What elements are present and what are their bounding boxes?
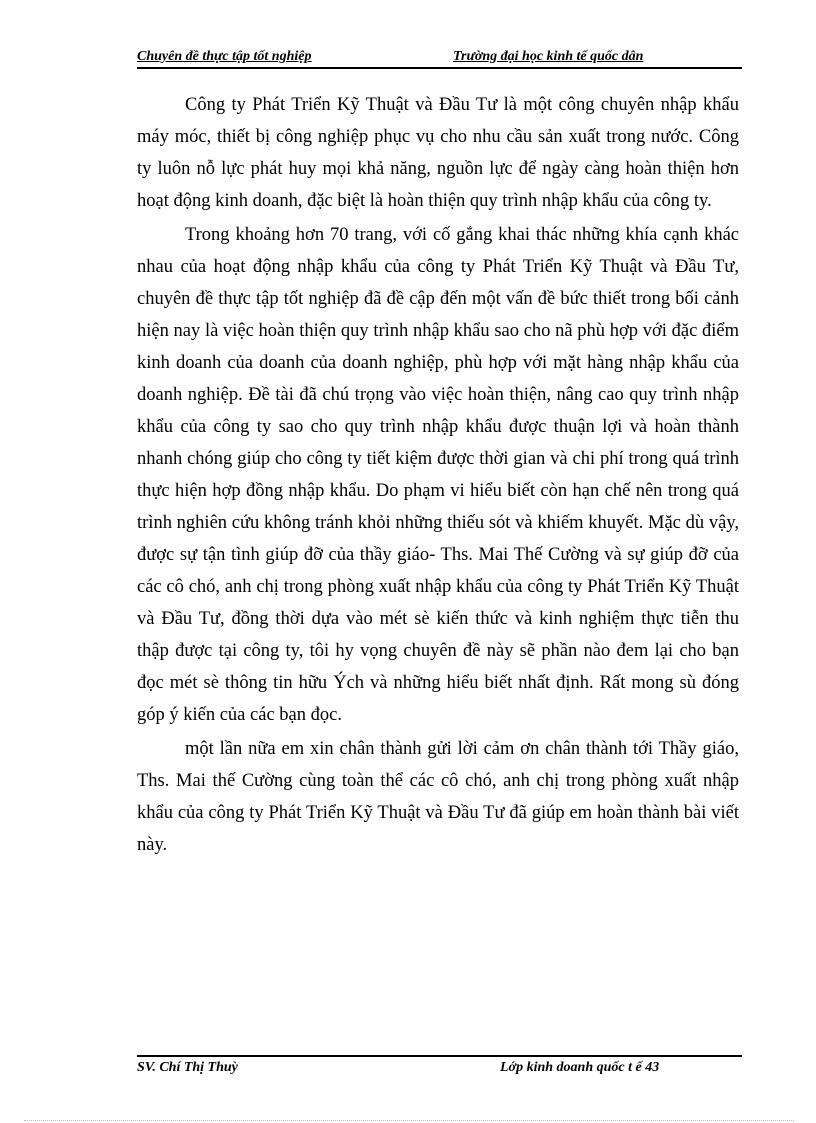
paragraph-1: Công ty Phát Triển Kỹ Thuật và Đầu Tư là một công chuyên nhập khẩu máy móc, thiết bị công nghiệp phục vụ cho nhu cầu sản xuất trong nước. Công ty luôn nỗ lực phát huy mọi khả năng, nguồn lực để ngày càng hoàn thiện hơn hoạt động kinh doanh, đặc biệt là hoàn thiện quy trình nhập khẩu của công ty. xyxy=(137,95,739,211)
header-document-type: Chuyên đề thực tập tốt nghiệp xyxy=(137,49,312,64)
footer-class-name: Lớp kinh doanh quốc t ế 43 xyxy=(500,1060,660,1075)
footer-student-name: SV. Chí Thị Thuỳ xyxy=(137,1060,238,1075)
paragraph-2: Trong khoảng hơn 70 trang, với cố gắng khai thác những khía cạnh khác nhau của hoạt động nhập khẩu của công ty Phát Triển Kỹ Thuật và Đầu Tư, chuyên đề thực tập tốt nghiệp đã đề cập đến một vấn đề bức thiết trong bối cảnh hiện nay là việc hoàn thiện quy trình nhập khẩu sao cho nã phù hợp với đặc điểm kinh doanh của doanh của doanh nghiệp, phù hợp với mặt hàng nhập khẩu của doanh nghiệp. Đề tài đã chú trọng vào việc hoàn thiện, nâng cao quy trình nhập khẩu của công ty sao cho quy trình nhập khẩu được thuận lợi và hoàn thành nhanh chóng giúp cho công ty tiết kiệm được thời gian và chi phí trong quá trình thực hiện hợp đồng nhập khẩu. Do phạm vi hiểu biết còn hạn chế nên trong quá trình nghiên cứu không tránh khỏi những thiếu sót và khiếm khuyết. Mặc dù vậy, được sự tận tình giúp đỡ của thầy giáo- Ths. Mai Thế Cường và sự giúp đỡ của các cô chó, anh chị trong phòng xuất nhập khẩu của công ty Phát Triển Kỹ Thuật và Đầu Tư, đồng thời dựa vào mét sè kiến thức và kinh nghiệm thực tiễn thu thập được tại công ty, tôi hy vọng chuyên đề này sẽ phần nào đem lại cho bạn đọc mét sè thông tin hữu Ých và những hiểu biết nhất định. Rất mong sù đóng góp ý kiến của các bạn đọc. xyxy=(137,225,739,725)
header-rule xyxy=(137,67,742,69)
page-footer xyxy=(137,1059,742,1079)
page-bottom-divider xyxy=(24,1120,794,1121)
paragraph-3: một lần nữa em xin chân thành gửi lời cảm ơn chân thành tới Thầy giáo, Ths. Mai thế Cường cùng toàn thể các cô chó, anh chị trong phòng xuất nhập khẩu của công ty Phát Triển Kỹ Thuật và Đầu Tư đã giúp em hoàn thành bài viết này. xyxy=(137,739,739,855)
header-university: Trường đại học kinh tế quốc dân xyxy=(453,49,644,64)
document-body xyxy=(137,89,739,863)
footer-rule xyxy=(137,1055,742,1057)
page-header xyxy=(137,48,742,68)
